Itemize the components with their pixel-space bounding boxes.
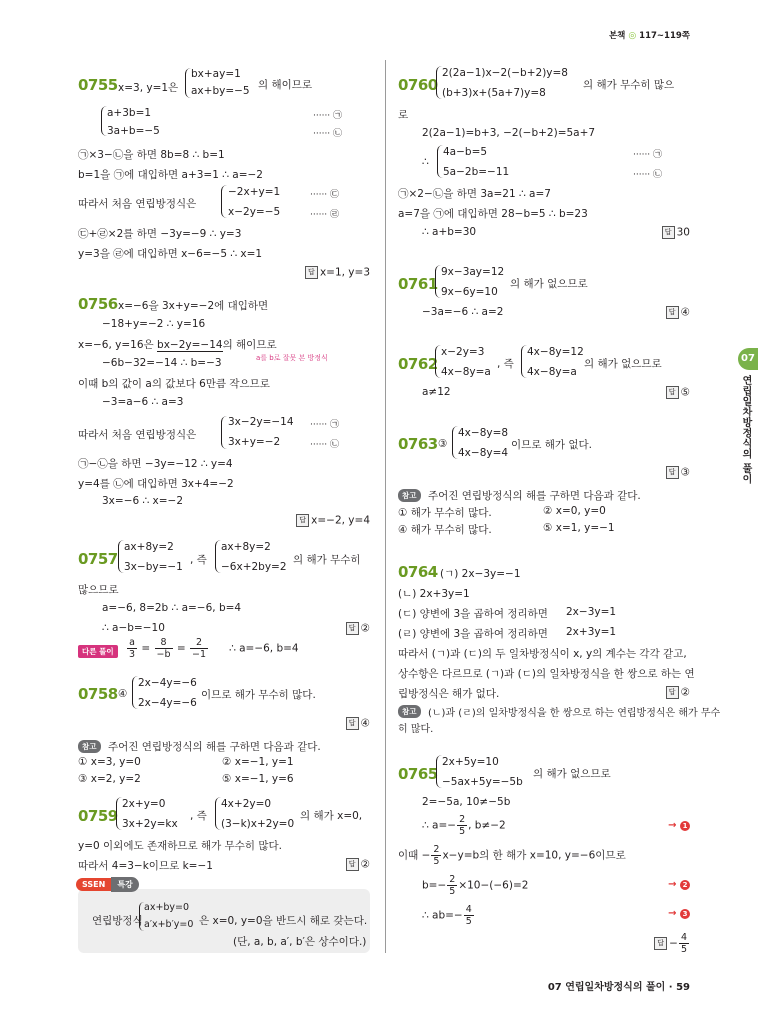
p0760-line4: ㉠×2−㉡을 하면 3a=21 ∴ a=7 — [398, 188, 551, 200]
p0763-pre: ③ — [438, 438, 448, 450]
p0755-step1: ㉠×3−㉡을 하면 8b=8 ∴ b=1 — [78, 149, 225, 161]
p0763-ref-tag: 참고 — [398, 489, 421, 502]
ssen-eq2: a′x+b′y=0 — [144, 919, 194, 930]
p0758-option1: ① x=3, y=0 — [78, 756, 141, 768]
reference-pages: 117~119쪽 — [639, 31, 690, 41]
p0755-sys-eq1: a+3b=1 — [107, 107, 152, 119]
p0755-sys-tag1: ······ ㉠ — [313, 111, 343, 121]
answer-box-icon: 답 — [305, 266, 318, 279]
p0756-answer-text: x=−2, y=4 — [311, 514, 370, 527]
p0761-eq2: 9x−6y=10 — [441, 286, 498, 298]
p0759-line3: 따라서 4=3−k이므로 k=−1 — [78, 860, 213, 872]
p0756-line2: −18+y=−2 ∴ y=16 — [102, 318, 206, 330]
p0758-answer-text: ④ — [360, 717, 370, 730]
p0763-option4: ④ 해가 무수히 많다. — [398, 524, 492, 536]
p0760-line6: ∴ a+b=30 — [422, 226, 477, 238]
frac-denominator: −b — [156, 649, 171, 660]
p0761-answer-text: ④ — [680, 306, 690, 319]
step-number-2: 2 — [680, 880, 690, 890]
answer-box-icon: 답 — [666, 686, 679, 699]
p0755-eq1: bx+ay=1 — [191, 68, 241, 80]
p0755-step2: b=1을 ㉠에 대입하면 a+3=1 ∴ a=−2 — [78, 169, 263, 181]
p0761-tail: 의 해가 없으므로 — [510, 278, 588, 290]
p0760-line5: a=7을 ㉠에 대입하면 28−b=5 ∴ b=23 — [398, 208, 588, 220]
p0765-line3 — [422, 814, 506, 837]
p0757-eq4: −6x+2by=2 — [221, 561, 287, 573]
p0757-answer — [346, 622, 370, 635]
p0755-answer-text: x=1, y=3 — [319, 266, 370, 279]
p0758-tail: 이므로 해가 무수히 많다. — [201, 689, 316, 701]
p0755-sys-eq2: 3a+b=−5 — [107, 125, 160, 137]
p0764-line3b: 2x−3y=1 — [566, 606, 617, 618]
p0761-answer — [666, 306, 690, 319]
p0762-line2: a≠12 — [422, 386, 451, 398]
p0755-step4: ㉢+㉣×2를 하면 −3y=−9 ∴ y=3 — [78, 228, 242, 240]
p0759-answer — [346, 858, 370, 871]
p0759-eq1: 2x+y=0 — [122, 798, 166, 810]
p0756-line9: y=4를 ㉡에 대입하면 3x+4=−2 — [78, 478, 234, 490]
p0762-mid: , 즉 — [497, 358, 514, 370]
p0756-line1: x=−6을 3x+y=−2에 대입하면 — [118, 300, 269, 312]
p0759-line2: y=0 이외에도 존재하므로 해가 무수히 많다. — [78, 840, 283, 852]
page-number: 59 — [676, 982, 690, 993]
p0760-sys-tag1: ······ ㉠ — [633, 150, 663, 160]
p0763-eq2: 4x−8y=4 — [458, 447, 509, 459]
p0765-line6-a: ∴ ab=− — [422, 909, 463, 922]
p0756-sys-tag1: ······ ㉠ — [310, 420, 340, 430]
p0762-answer — [666, 386, 690, 399]
p0756-line5: 이때 b의 값이 a의 값보다 6만큼 작으므로 — [78, 378, 270, 390]
p0765-eq2: −5ax+5y=−5b — [442, 776, 523, 788]
p0757-tail: 의 해가 무수히 — [293, 554, 361, 566]
p0756-sys-eq2: 3x+y=−2 — [228, 436, 281, 448]
p0757-eq3: ax+8y=2 — [221, 541, 271, 553]
p0759-eq4: (3−k)x+2y=0 — [221, 818, 295, 830]
p0756-line3-b: bx−2y=−14 — [157, 339, 223, 351]
p0755-step5: y=3을 ㉣에 대입하면 x−6=−5 ∴ x=1 — [78, 248, 263, 260]
p0755-sys-tag3: ······ ㉢ — [310, 190, 340, 200]
p0765-line3-b: , b≠−2 — [468, 819, 506, 832]
p0764-line4b: 2x+3y=1 — [566, 626, 617, 638]
p0756-line7: 따라서 처음 연립방정식은 — [78, 429, 197, 441]
frac-numerator: 4 — [465, 904, 472, 915]
p0765-frac1 — [457, 814, 467, 837]
p0758-eq1: 2x−4y=−6 — [138, 677, 197, 689]
p0755-eq2: ax+by=−5 — [191, 85, 250, 97]
p0755-brace3 — [221, 185, 227, 218]
page-footer: 07 연립일차방정식의 풀이 · 59 — [547, 982, 690, 993]
p0758-option2: ② x=−1, y=1 — [222, 756, 294, 768]
ssen-tag — [76, 877, 139, 892]
answer-box-icon: 답 — [654, 937, 667, 950]
p0765-step1-marker — [668, 820, 690, 831]
frac-numerator: 2 — [459, 814, 466, 825]
p0758-answer — [346, 717, 370, 730]
p0764-line4a: (ㄹ) 양변에 3을 곱하여 정리하면 — [398, 628, 548, 640]
p0755-line1-text: x=3, y=1은 — [118, 82, 179, 94]
p0765-step3-marker — [668, 908, 690, 919]
frac-denominator: 5 — [459, 826, 466, 837]
p0762-eq2: 4x−8y=a — [441, 366, 491, 378]
problem-number-0757: 0757 — [78, 550, 118, 568]
p0755-sys-tag2: ······ ㉡ — [313, 129, 343, 139]
ssen-tag-brand: SSEN — [76, 878, 111, 891]
p0756-line6: −3=a−6 ∴ a=3 — [102, 396, 184, 408]
p0763-option5: ⑤ x=1, y=−1 — [543, 522, 615, 534]
p0764-line1: (ㄱ) 2x−3y=−1 — [440, 568, 521, 580]
p0755-answer — [305, 266, 370, 279]
p0765-eq1: 2x+5y=10 — [442, 756, 499, 768]
p0756-sys-eq1: 3x−2y=−14 — [228, 416, 294, 428]
chapter-side-tab: 07 — [738, 348, 758, 370]
p0755-line1-tail: 의 해이므로 — [258, 79, 313, 91]
p0764-ref-text2: 히 많다. — [398, 724, 434, 735]
p0760-sys-tag2: ······ ㉡ — [633, 170, 663, 180]
p0760-sys-eq2: 5a−2b=−11 — [443, 166, 510, 178]
p0763-tail: 이므로 해가 없다. — [511, 439, 593, 451]
step-number-1: 1 — [680, 821, 690, 831]
p0764-line7: 립방정식은 해가 없다. — [398, 688, 500, 700]
footer-chapter: 07 — [547, 982, 562, 993]
p0764-answer — [666, 686, 690, 699]
p0763-eq1: 4x−8y=8 — [458, 427, 509, 439]
p0760-line2: 로 — [398, 109, 409, 121]
answer-box-icon: 답 — [346, 858, 359, 871]
p0757-mid: , 즉 — [190, 554, 207, 566]
answer-box-icon: 답 — [346, 717, 359, 730]
problem-number-0756: 0756 — [78, 295, 118, 313]
p0765-frac2 — [431, 844, 441, 867]
p0756-line4: −6b−32=−14 ∴ b=−3 — [102, 357, 222, 369]
p0759-eq3: 4x+2y=0 — [221, 798, 272, 810]
p0759-mid: , 즉 — [190, 810, 207, 822]
p0757-answer-text: ② — [360, 622, 370, 635]
p0758-option3: ③ x=2, y=2 — [78, 773, 141, 785]
ssen-tag-label: 특강 — [111, 877, 138, 892]
p0762-eq4: 4x−8y=a — [527, 366, 577, 378]
p0765-answer — [654, 932, 690, 955]
p0762-tail: 의 해가 없으므로 — [584, 358, 662, 370]
p0756-sys-tag2: ······ ㉡ — [310, 440, 340, 450]
step-number-3: 3 — [680, 909, 690, 919]
p0765-line4 — [398, 844, 626, 867]
problem-number-0755: 0755 — [78, 76, 118, 94]
p0764-ref-tag: 참고 — [398, 705, 421, 718]
p0758-ref-text: 주어진 연립방정식의 해를 구하면 다음과 같다. — [108, 741, 321, 753]
frac-numerator: 4 — [680, 932, 687, 943]
problem-number-0760: 0760 — [398, 76, 438, 94]
p0764-line2: (ㄴ) 2x+3y=1 — [398, 588, 470, 600]
answer-box-icon: 답 — [296, 514, 309, 527]
p0756-line3-c: 의 해이므로 — [222, 339, 277, 351]
p0760-eq1: 2(2a−1)x−2(−b+2)y=8 — [442, 67, 568, 79]
p0765-answer-sign: − — [669, 937, 678, 950]
p0761-line2: −3a=−6 ∴ a=2 — [422, 306, 504, 318]
frac-denominator: 5 — [433, 856, 440, 867]
p0759-eq2: 3x+2y=kx — [122, 818, 178, 830]
ssen-eq1: ax+by=0 — [144, 902, 190, 913]
p0759-tail: 의 해가 x=0, — [300, 810, 363, 822]
p0759-answer-text: ② — [360, 858, 370, 871]
p0757-other-solution: $\frac{a}{3}$ = $\frac{8}{-b}$ = $\frac{2}{-1}$ ∴ a=−6, b=4 — [129, 637, 299, 660]
p0762-answer-text: ⑤ — [680, 386, 690, 399]
frac-numerator: 2 — [433, 844, 440, 855]
p0765-line5-b: ×10−(−6)=2 — [458, 879, 529, 892]
frac-numerator: 2 — [190, 637, 208, 649]
p0757-frac3 — [190, 637, 208, 660]
p0764-line6: 상수항은 다르므로 (ㄱ)과 (ㄷ)의 일차방정식을 한 쌍으로 하는 연 — [398, 668, 695, 680]
p0760-tail: 의 해가 무수히 많으 — [583, 79, 675, 91]
problem-number-0765: 0765 — [398, 765, 438, 783]
p0765-frac3 — [447, 874, 457, 897]
p0764-ref-text1: (ㄴ)과 (ㄹ)의 일차방정식을 한 쌍으로 하는 연립방정식은 해가 무수 — [428, 708, 721, 719]
p0762-eq3: 4x−8y=12 — [527, 346, 584, 358]
frac-denominator: 5 — [449, 886, 456, 897]
reference-circle-icon: ◎ — [628, 31, 637, 41]
ssen-tail: 은 x=0, y=0을 반드시 해로 갖는다. — [199, 915, 368, 927]
ssen-condition: (단, a, b, a′, b′은 상수이다.) — [233, 936, 367, 948]
p0755-sys-eq4: x−2y=−5 — [228, 206, 281, 218]
p0765-line2: 2=−5a, 10≠−5b — [422, 796, 511, 808]
p0757-eq2: 3x−by=−1 — [124, 561, 183, 573]
p0763-answer — [666, 466, 690, 479]
problem-number-0761: 0761 — [398, 275, 438, 293]
p0755-line1 — [118, 80, 178, 95]
frac-numerator: 8 — [155, 637, 173, 649]
p0760-answer-text: 30 — [676, 226, 690, 239]
frac-numerator: a — [127, 637, 137, 649]
answer-box-icon: 답 — [346, 622, 359, 635]
p0760-eq2: (b+3)x+(5a+7)y=8 — [442, 87, 546, 99]
chapter-side-title: 연립일차방정식의 풀이 — [740, 375, 751, 484]
p0760-sys-eq1: 4a−b=5 — [443, 146, 488, 158]
red-arrow-icon: → — [668, 908, 677, 919]
problem-number-0762: 0762 — [398, 355, 438, 373]
p0765-line6 — [422, 904, 475, 927]
reference-prefix: 본책 — [608, 31, 626, 41]
answer-box-icon: 답 — [662, 226, 675, 239]
answer-box-icon: 답 — [666, 466, 679, 479]
p0765-line5 — [422, 874, 528, 897]
p0757-line3: a=−6, 8=2b ∴ a=−6, b=4 — [102, 602, 242, 614]
p0755-sys-tag4: ······ ㉣ — [310, 210, 340, 220]
p0755-sys-eq3: −2x+y=1 — [228, 186, 281, 198]
p0756-annotation: a를 b로 잘못 본 방정식 — [256, 354, 328, 362]
p0765-answer-frac — [679, 932, 689, 955]
p0761-eq1: 9x−3ay=12 — [441, 266, 505, 278]
frac-numerator: 2 — [449, 874, 456, 885]
p0757-line2: 많으므로 — [78, 584, 119, 596]
p0763-option2: ② x=0, y=0 — [543, 505, 606, 517]
p0760-line3: 2(2a−1)=b+3, −2(−b+2)=5a+7 — [422, 127, 596, 139]
p0757-other-tail: ∴ a=−6, b=4 — [229, 642, 299, 655]
p0765-line5-a: b=− — [422, 879, 447, 892]
frac-denominator: −1 — [192, 649, 207, 660]
p0757-line4: ∴ a−b=−10 — [102, 622, 165, 634]
problem-number-0758: 0758 — [78, 685, 118, 703]
p0764-answer-text: ② — [680, 686, 690, 699]
p0765-frac4 — [464, 904, 474, 927]
red-arrow-icon: → — [668, 879, 677, 890]
p0756-answer — [296, 514, 370, 527]
p0762-eq1: x−2y=3 — [441, 346, 485, 358]
p0765-step2-marker — [668, 879, 690, 890]
p0756-brace — [221, 416, 227, 449]
p0756-line3-a: x=−6, y=16은 — [78, 339, 158, 351]
p0756-line8: ㉠−㉡을 하면 −3y=−12 ∴ y=4 — [78, 458, 233, 470]
p0758-option5: ⑤ x=−1, y=6 — [222, 773, 294, 785]
frac-denominator: 3 — [129, 649, 136, 660]
p0760-pre: ∴ — [422, 156, 429, 168]
red-arrow-icon: → — [668, 820, 677, 831]
page-reference — [609, 29, 690, 41]
p0757-frac2 — [155, 637, 173, 660]
problem-number-0759: 0759 — [78, 807, 118, 825]
ssen-pre: 연립방정식 — [92, 915, 143, 927]
p0764-line3a: (ㄷ) 양변에 3을 곱하여 정리하면 — [398, 608, 548, 620]
footer-title: 연립일차방정식의 풀이 — [565, 982, 666, 993]
p0758-pre: ④ — [118, 688, 128, 700]
p0765-line4-a: 이때 − — [398, 849, 431, 862]
p0758-ref-tag: 참고 — [78, 740, 101, 753]
p0757-eq1: ax+8y=2 — [124, 541, 174, 553]
p0757-other-solution-tag: 다른 풀이 — [78, 645, 118, 658]
p0765-line4-b: x−y=b의 한 해가 x=10, y=−6이므로 — [442, 849, 626, 862]
p0758-eq2: 2x−4y=−6 — [138, 697, 197, 709]
p0764-line5: 따라서 (ㄱ)과 (ㄷ)의 두 일차방정식이 x, y의 계수는 각각 같고, — [398, 648, 687, 660]
p0765-line3-a: ∴ a=− — [422, 819, 457, 832]
p0763-answer-text: ③ — [680, 466, 690, 479]
p0763-option1: ① 해가 무수히 많다. — [398, 507, 492, 519]
problem-number-0763: 0763 — [398, 435, 438, 453]
p0763-ref-text: 주어진 연립방정식의 해를 구하면 다음과 같다. — [428, 490, 641, 502]
problem-number-0764: 0764 — [398, 563, 438, 581]
column-divider — [385, 60, 386, 953]
p0757-frac1 — [127, 637, 137, 660]
frac-denominator: 5 — [465, 916, 472, 927]
answer-box-icon: 답 — [666, 306, 679, 319]
p0760-answer — [662, 226, 690, 239]
p0756-line3 — [78, 337, 277, 352]
frac-denominator: 5 — [680, 944, 687, 955]
p0765-tail: 의 해가 없으므로 — [533, 768, 611, 780]
p0755-step3: 따라서 처음 연립방정식은 — [78, 198, 197, 210]
answer-box-icon: 답 — [666, 386, 679, 399]
p0756-line10: 3x=−6 ∴ x=−2 — [102, 495, 184, 507]
